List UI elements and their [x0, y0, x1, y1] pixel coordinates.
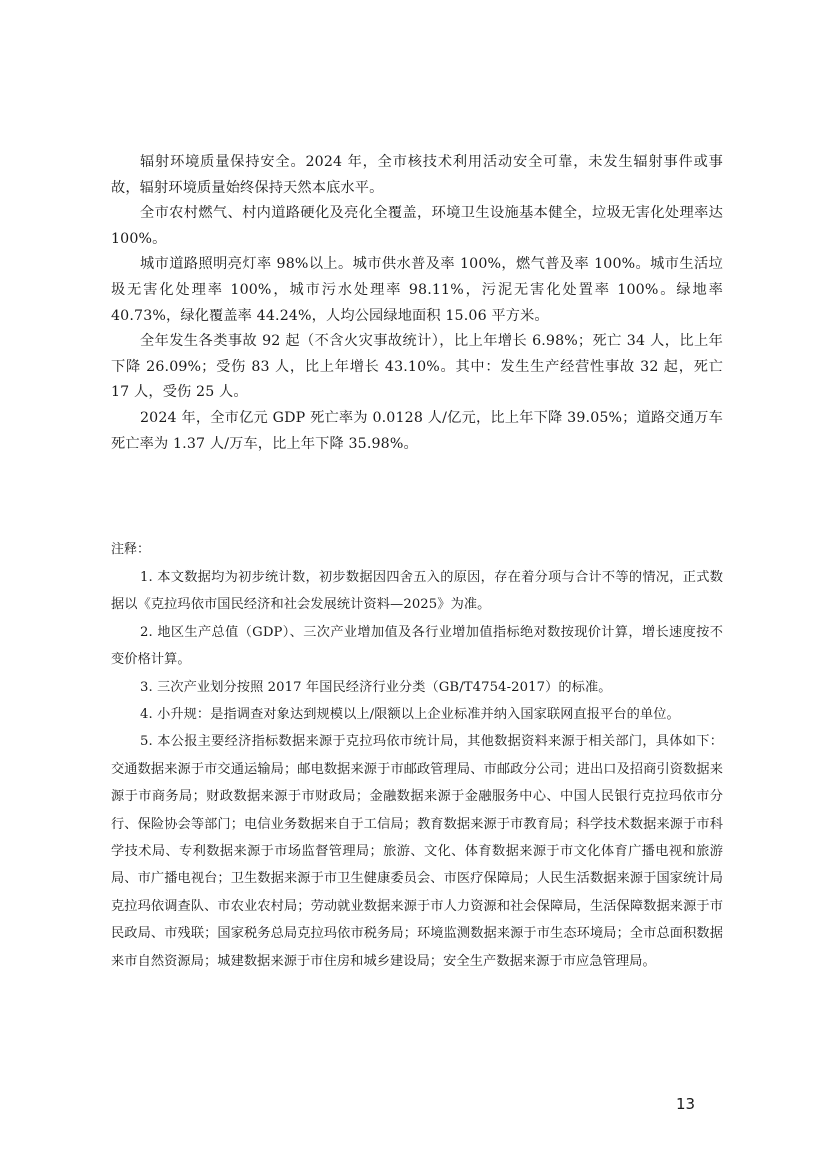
notes-list: [111, 564, 723, 975]
note-item: 5. 本公报主要经济指标数据来源于克拉玛依市统计局，其他数据资料来源于相关部门，具体如下：交通数据来源于市交通运输局；邮电数据来源于市邮政管理局、市邮政分公司；进出口及招商引资数据来源于市商务局；财政数据来源于市财政局；金融数据来源于金融服务中心、中国人民银行克拉玛依市分行、保险协会等部门；电信业务数据来自于工信局；教育数据来源于市教育局；科学技术数据来源于市科学技术局、专利数据来源于市场监督管理局；旅游、文化、体育数据来源于市文化体育广播电视和旅游局、市广播电视台；卫生数据来源于市卫生健康委员会、市医疗保障局；人民生活数据来源于国家统计局克拉玛依调查队、市农业农村局；劳动就业数据来源于市人力资源和社会保障局，生活保障数据来源于市民政局、市残联；国家税务总局克拉玛依市税务局；环境监测数据来源于市生态环境局；全市总面积数据来市自然资源局；城建数据来源于市住房和城乡建设局；安全生产数据来源于市应急管理局。: [111, 734, 723, 969]
paragraph-accidents: 全年发生各类事故 92 起（不含火灾事故统计），比上年增长 6.98%；死亡 34 人，比上年下降 26.09%；受伤 83 人，比上年增长 43.10%。其中：发生生产经营性事故 32 起，死亡 17 人，受伤 25 人。: [111, 333, 723, 401]
note-item: 2. 地区生产总值（GDP）、三次产业增加值及各行业增加值指标绝对数按现价计算，增长速度按不变价格计算。: [111, 624, 723, 668]
paragraph-radiation: 辐射环境质量保持安全。2024 年，全市核技术利用活动安全可靠，未发生辐射事件或事故，辐射环境质量始终保持天然本底水平。: [111, 154, 723, 196]
note-item: 3. 三次产业划分按照 2017 年国民经济行业分类（GB/T4754-2017）的标准。: [140, 679, 612, 695]
notes-heading: 注释：: [111, 542, 151, 557]
paragraph-urban-utilities: 城市道路照明亮灯率 98%以上。城市供水普及率 100%，燃气普及率 100%。城市生活垃圾无害化处理率 100%，城市污水处理率 98.11%，污泥无害化处置率 100%。绿地率 40.73%，绿化覆盖率 44.24%，人均公园绿地面积 15.06 平方米。: [111, 256, 723, 324]
page-number: 13: [676, 1095, 696, 1113]
paragraph-rural-facilities: 全市农村燃气、村内道路硬化及亮化全覆盖，环境卫生设施基本健全，垃圾无害化处理率达 100%。: [111, 205, 723, 247]
main-body-text: [111, 150, 723, 457]
note-item: 1. 本文数据均为初步统计数，初步数据因四舍五入的原因，存在着分项与合计不等的情况，正式数据以《克拉玛依市国民经济和社会发展统计资料—2025》为准。: [111, 570, 723, 613]
paragraph-death-rates: 2024 年，全市亿元 GDP 死亡率为 0.0128 人/亿元，比上年下降 39.05%；道路交通万车死亡率为 1.37 人/万车，比上年下降 35.98%。: [111, 409, 723, 452]
note-item: 4. 小升规：是指调查对象达到规模以上/限额以上企业标准并纳入国家联网直报平台的单位。: [140, 707, 680, 723]
